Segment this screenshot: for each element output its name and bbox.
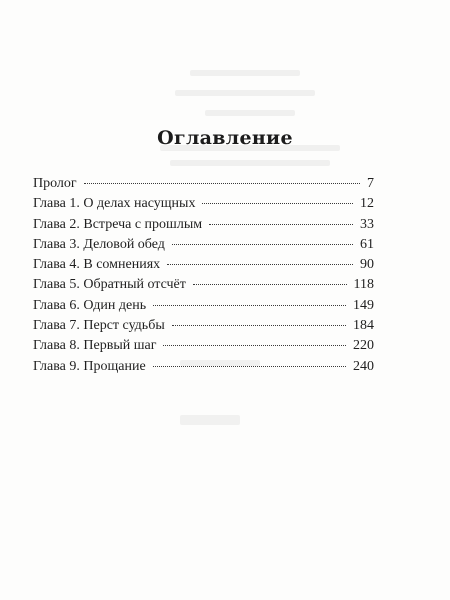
dot-leader bbox=[84, 183, 360, 184]
toc-entry-label: Глава 7. Перст судьбы bbox=[33, 318, 165, 334]
toc-entry-page: 90 bbox=[360, 257, 374, 273]
dot-leader bbox=[153, 305, 346, 306]
toc-entry-label: Глава 8. Первый шаг bbox=[33, 338, 157, 354]
dot-leader bbox=[172, 325, 346, 326]
toc-entry-page: 220 bbox=[353, 338, 374, 354]
toc-entry-page: 33 bbox=[360, 216, 374, 232]
dot-leader bbox=[153, 366, 346, 367]
dot-leader bbox=[209, 224, 353, 225]
toc-title: Оглавление bbox=[157, 127, 293, 149]
toc-entry-chapter-5[interactable] bbox=[33, 277, 374, 297]
toc-entry-label: Глава 1. О делах насущных bbox=[33, 196, 196, 212]
toc-entry-page: 12 bbox=[360, 196, 374, 212]
toc-entry-chapter-3[interactable] bbox=[33, 237, 374, 257]
toc-entry-label: Глава 3. Деловой обед bbox=[33, 236, 165, 252]
toc-entry-page: 240 bbox=[353, 358, 374, 374]
dot-leader bbox=[167, 264, 353, 265]
toc-entry-chapter-1[interactable] bbox=[33, 196, 374, 216]
table-of-contents bbox=[33, 176, 374, 379]
toc-entry-page: 184 bbox=[353, 318, 374, 334]
toc-entry-page: 149 bbox=[353, 297, 374, 313]
toc-entry-label: Глава 2. Встреча с прошлым bbox=[33, 216, 203, 232]
dot-leader bbox=[193, 284, 347, 285]
toc-entry-chapter-6[interactable] bbox=[33, 298, 374, 318]
toc-entry-page: 118 bbox=[353, 277, 374, 293]
dot-leader bbox=[202, 203, 353, 204]
toc-entry-chapter-9[interactable] bbox=[33, 359, 374, 379]
toc-entry-label: Глава 4. В сомнениях bbox=[33, 257, 161, 273]
toc-entry-label: Глава 5. Обратный отсчёт bbox=[33, 277, 186, 293]
dot-leader bbox=[163, 345, 346, 346]
toc-entry-page: 7 bbox=[367, 176, 374, 191]
toc-entry-label: Глава 6. Один день bbox=[33, 297, 147, 313]
dot-leader bbox=[172, 244, 353, 245]
toc-entry-label: Глава 9. Прощание bbox=[33, 358, 146, 374]
toc-entry-chapter-7[interactable] bbox=[33, 318, 374, 338]
toc-entry-chapter-2[interactable] bbox=[33, 217, 374, 237]
toc-entry-chapter-4[interactable] bbox=[33, 257, 374, 277]
toc-entry-page: 61 bbox=[360, 236, 374, 252]
toc-entry-chapter-8[interactable] bbox=[33, 338, 374, 358]
toc-entry-prologue[interactable] bbox=[33, 176, 374, 196]
toc-entry-label: Пролог bbox=[33, 176, 77, 191]
